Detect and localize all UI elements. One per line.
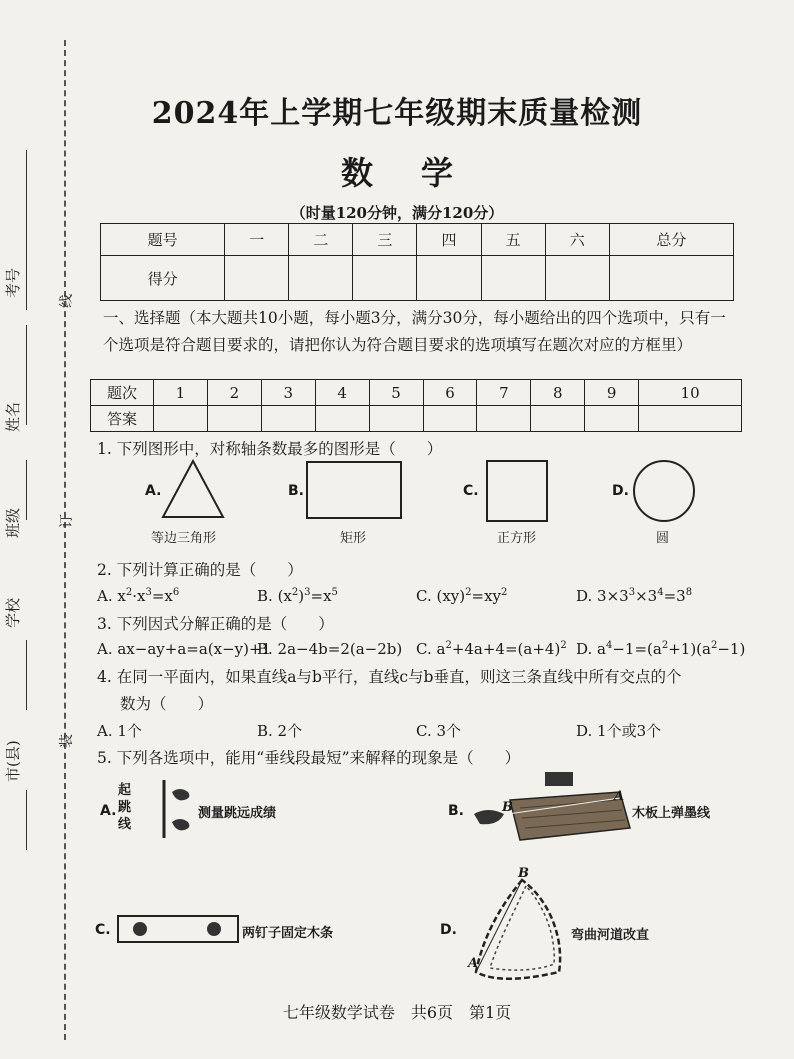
- answer-cell: [639, 406, 742, 432]
- answer-cell: [531, 406, 585, 432]
- q5-option-c: C.: [95, 922, 111, 938]
- answer-num-10: 10: [639, 380, 742, 406]
- q2-b-letter: B.: [257, 587, 273, 605]
- q1-option-d: D.: [612, 483, 629, 499]
- time-info: （时量120分钟，满分120分）: [290, 204, 504, 222]
- xuexiao-underline: [26, 640, 27, 710]
- q5-d-point-a: A: [468, 956, 479, 971]
- q1-caption-a: 等边三角形: [151, 531, 217, 546]
- answer-cell: [261, 406, 315, 432]
- score-header-6: 六: [545, 224, 609, 256]
- q1-caption-b: 矩形: [340, 531, 367, 546]
- q5-d-point-b: B: [518, 866, 529, 881]
- score-header-3: 三: [353, 224, 417, 256]
- q1-caption-c: 正方形: [497, 531, 537, 546]
- score-header-1: 一: [225, 224, 289, 256]
- q4-option-a: A. 1个: [97, 722, 142, 740]
- score-header-7: 总分: [609, 224, 733, 256]
- margin-ding: 订: [59, 514, 75, 528]
- q4-stem-line1: 4. 在同一平面内，如果直线a与b平行，直线c与b垂直，则这三条直线中所有交点的个: [97, 668, 682, 686]
- margin-xian: 线: [59, 294, 75, 308]
- page-footer: 七年级数学试卷 共6页 第1页: [282, 1003, 512, 1022]
- q3-option-c: C. $a^2+4a+4=(a+4)^2$: [416, 640, 567, 658]
- answer-cell: [154, 406, 208, 432]
- score-cell: [609, 256, 733, 301]
- q2-a-letter: A.: [97, 587, 113, 605]
- q2-c-letter: C.: [416, 587, 432, 605]
- exam-title: 2024年上学期七年级期末质量检测: [151, 96, 643, 131]
- answer-num-4: 4: [315, 380, 369, 406]
- answer-num-8: 8: [531, 380, 585, 406]
- answer-row2-label: 答案: [91, 406, 154, 432]
- answer-cell: [585, 406, 639, 432]
- score-table: [100, 223, 734, 301]
- q1-option-c: C.: [463, 483, 479, 499]
- q2-option-d: D. $3\times 3^3\times 3^4=3^8$: [576, 587, 693, 605]
- answer-num-9: 9: [585, 380, 639, 406]
- wood-board-figure: [470, 770, 640, 850]
- circle-figure: [632, 459, 696, 523]
- score-row-label: 得分: [101, 256, 225, 301]
- q2-d-letter: D.: [576, 587, 593, 605]
- q5-option-d: D.: [440, 922, 457, 938]
- q2-option-b: B. $(x^2)^3=x^5$: [257, 587, 338, 605]
- answer-cell: [477, 406, 531, 432]
- q1-stem: 1. 下列图形中，对称轴条数最多的图形是（ ）: [97, 440, 443, 458]
- score-header-0: 题号: [101, 224, 225, 256]
- q5-stem: 5. 下列各选项中，能用“垂线段最短”来解释的现象是（ ）: [97, 749, 521, 767]
- q4-stem-line2: 数为（ ）: [120, 695, 214, 713]
- answer-num-7: 7: [477, 380, 531, 406]
- q3-option-d: D. $a^4-1=(a^2+1)(a^2-1)$: [576, 640, 746, 658]
- answer-cell: [423, 406, 477, 432]
- margin-shi: 市(县): [4, 740, 22, 782]
- score-header-5: 五: [481, 224, 545, 256]
- score-cell: [417, 256, 481, 301]
- q5-c-caption: 两钉子固定木条: [242, 926, 334, 941]
- score-cell: [353, 256, 417, 301]
- q4-option-b: B. 2个: [257, 722, 303, 740]
- xingming-underline: [26, 325, 27, 425]
- answer-num-6: 6: [423, 380, 477, 406]
- q3-stem: 3. 下列因式分解正确的是（ ）: [97, 615, 334, 633]
- rectangle-figure: [305, 460, 403, 520]
- answer-cell: [207, 406, 261, 432]
- score-cell: [545, 256, 609, 301]
- q2-option-c: C. $(xy)^2=xy^2$: [416, 587, 508, 605]
- q3-c-letter: C.: [416, 640, 432, 658]
- q1-option-a: A.: [145, 483, 162, 499]
- footprints-icon: [158, 778, 198, 840]
- q4-option-c: C. 3个: [416, 722, 462, 740]
- banji-underline: [26, 460, 27, 520]
- score-header-4: 四: [417, 224, 481, 256]
- q5-option-b: B.: [448, 803, 464, 819]
- answer-cell: [315, 406, 369, 432]
- score-header-2: 二: [289, 224, 353, 256]
- margin-zhuang: 装: [59, 734, 75, 748]
- square-figure: [485, 459, 549, 523]
- margin-xuexiao: 学校: [4, 597, 22, 628]
- q1-option-b: B.: [288, 483, 304, 499]
- q5-option-a: A.: [100, 803, 117, 819]
- q3-option-b: B. 2a−4b=2(a−2b): [257, 640, 403, 658]
- answer-num-5: 5: [369, 380, 423, 406]
- answer-table: [90, 379, 742, 432]
- answer-num-1: 1: [154, 380, 208, 406]
- score-cell: [481, 256, 545, 301]
- margin-xingming: 姓名: [4, 401, 22, 432]
- q1-caption-d: 圆: [656, 531, 670, 546]
- answer-cell: [369, 406, 423, 432]
- section1-heading: 一、选择题（本大题共10小题，每小题3分，满分30分，每小题给出的四个选项中，只有一个选项是符合题目要求的，请把你认为符合题目要求的选项填写在题次对应的方框里）: [103, 309, 726, 354]
- answer-num-2: 2: [207, 380, 261, 406]
- q5-a-caption: 测量跳远成绩: [198, 806, 277, 821]
- margin-banji: 班级: [4, 507, 22, 538]
- answer-num-3: 3: [261, 380, 315, 406]
- q3-option-a: A. ax−ay+a=a(x−y)+1: [97, 640, 272, 658]
- margin-kaohao: 考号: [4, 267, 22, 298]
- q2-stem: 2. 下列计算正确的是（ ）: [97, 561, 303, 579]
- q2-option-a: A. $x^2\cdot x^3=x^6$: [97, 587, 180, 605]
- q5-a-side-label: 起跳线: [118, 783, 132, 832]
- score-cell: [225, 256, 289, 301]
- q4-option-d: D. 1个或3个: [576, 722, 662, 740]
- river-figure: [464, 872, 574, 992]
- score-cell: [289, 256, 353, 301]
- triangle-figure: [160, 458, 226, 520]
- shi-underline: [26, 790, 27, 850]
- subject-title: 数学: [340, 154, 501, 192]
- q3-d-letter: D.: [576, 640, 593, 658]
- q5-b-caption: 木板上弹墨线: [632, 806, 711, 821]
- q5-b-point-b: B: [502, 800, 513, 815]
- q5-b-point-a: A: [614, 789, 625, 804]
- answer-row1-label: 题次: [91, 380, 154, 406]
- wood-strip-figure: [116, 914, 240, 944]
- q5-d-caption: 弯曲河道改直: [571, 928, 650, 943]
